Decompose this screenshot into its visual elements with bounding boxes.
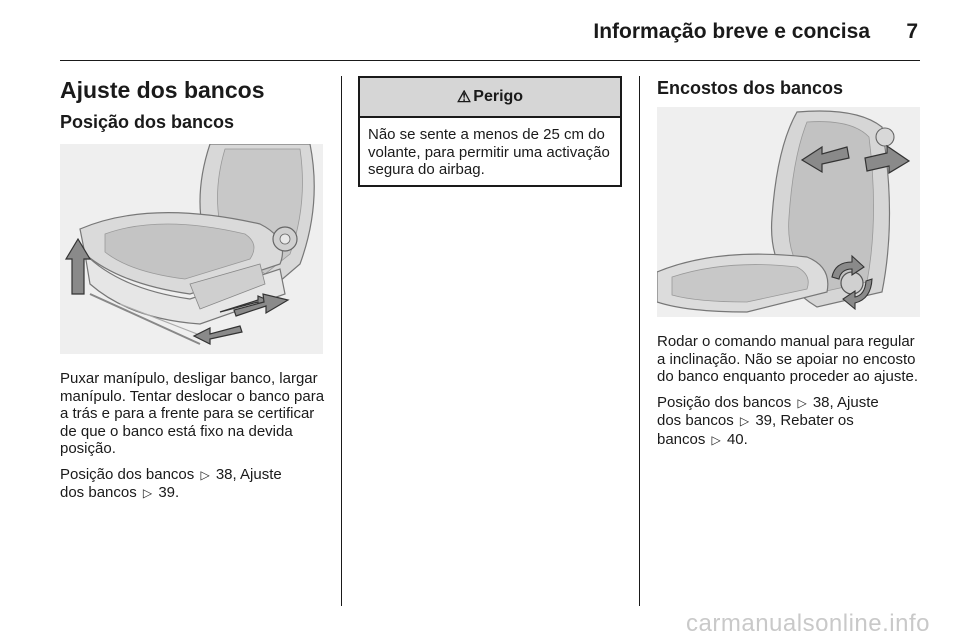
page-header <box>60 20 920 50</box>
column-seat-backrest-text <box>657 333 923 449</box>
column-seat-backrest <box>657 78 922 98</box>
warning-title: Perigo <box>473 88 524 105</box>
section-heading: Encostos dos bancos <box>657 78 844 98</box>
seat-backrest-illustration <box>657 107 920 317</box>
seat-backrest-icon <box>657 107 920 317</box>
ref-page-link[interactable]: 39. <box>158 484 180 501</box>
backrest-refs <box>657 394 923 450</box>
ref-page-link[interactable]: 39, Rebater os <box>755 412 854 429</box>
ref-text: Posição dos bancos <box>60 465 195 483</box>
page-number: 7 <box>906 20 918 43</box>
ref-text: dos bancos <box>657 412 734 429</box>
arrow-ref-icon[interactable]: ▷ <box>142 486 153 500</box>
ref-text: dos bancos <box>60 484 137 501</box>
seat-position-illustration <box>60 144 323 354</box>
column-divider-1 <box>341 76 342 606</box>
ref-page-link[interactable]: 38, Ajuste <box>215 465 282 483</box>
ref-page-link[interactable]: 40. <box>726 430 748 448</box>
ref-text: bancos <box>657 430 706 448</box>
warning-header <box>360 78 620 118</box>
header-title: Informação breve e concisa <box>593 20 870 43</box>
arrow-ref-icon[interactable]: ▷ <box>711 432 721 447</box>
warning-text: Não se sente a menos de 25 cm do volante, para permitir uma activação segura do airbag. <box>368 126 610 178</box>
seat-position-paragraph: Puxar manípulo, desligar banco, largar manípulo. Tentar deslocar o banco para a trás e para a frente para se certificar de que o banco está fixo na devida posição. <box>60 370 325 457</box>
backrest-paragraph: Rodar o comando manual para regular a inclinação. Não se apoiar no encosto do banco enquanto proceder ao ajuste. <box>657 333 919 385</box>
column-divider-2 <box>639 76 640 606</box>
column-seat-position <box>60 78 326 132</box>
ref-text: Posição dos bancos <box>657 393 792 411</box>
subsection-heading: Posição dos bancos <box>60 112 235 132</box>
section-heading: Ajuste dos bancos <box>60 77 265 103</box>
seat-position-icon <box>60 144 323 354</box>
header-rule <box>60 60 920 61</box>
arrow-ref-icon[interactable]: ▷ <box>200 467 210 482</box>
warning-triangle-icon: ⚠ <box>456 89 472 106</box>
arrow-ref-icon[interactable]: ▷ <box>739 414 750 428</box>
ref-page-link[interactable]: 38, Ajuste <box>812 393 879 411</box>
column-seat-position-text <box>60 370 328 503</box>
arrow-ref-icon[interactable]: ▷ <box>797 395 807 410</box>
warning-box <box>358 76 622 187</box>
seat-position-refs <box>60 466 328 503</box>
watermark: carmanualsonline.info <box>686 610 930 637</box>
